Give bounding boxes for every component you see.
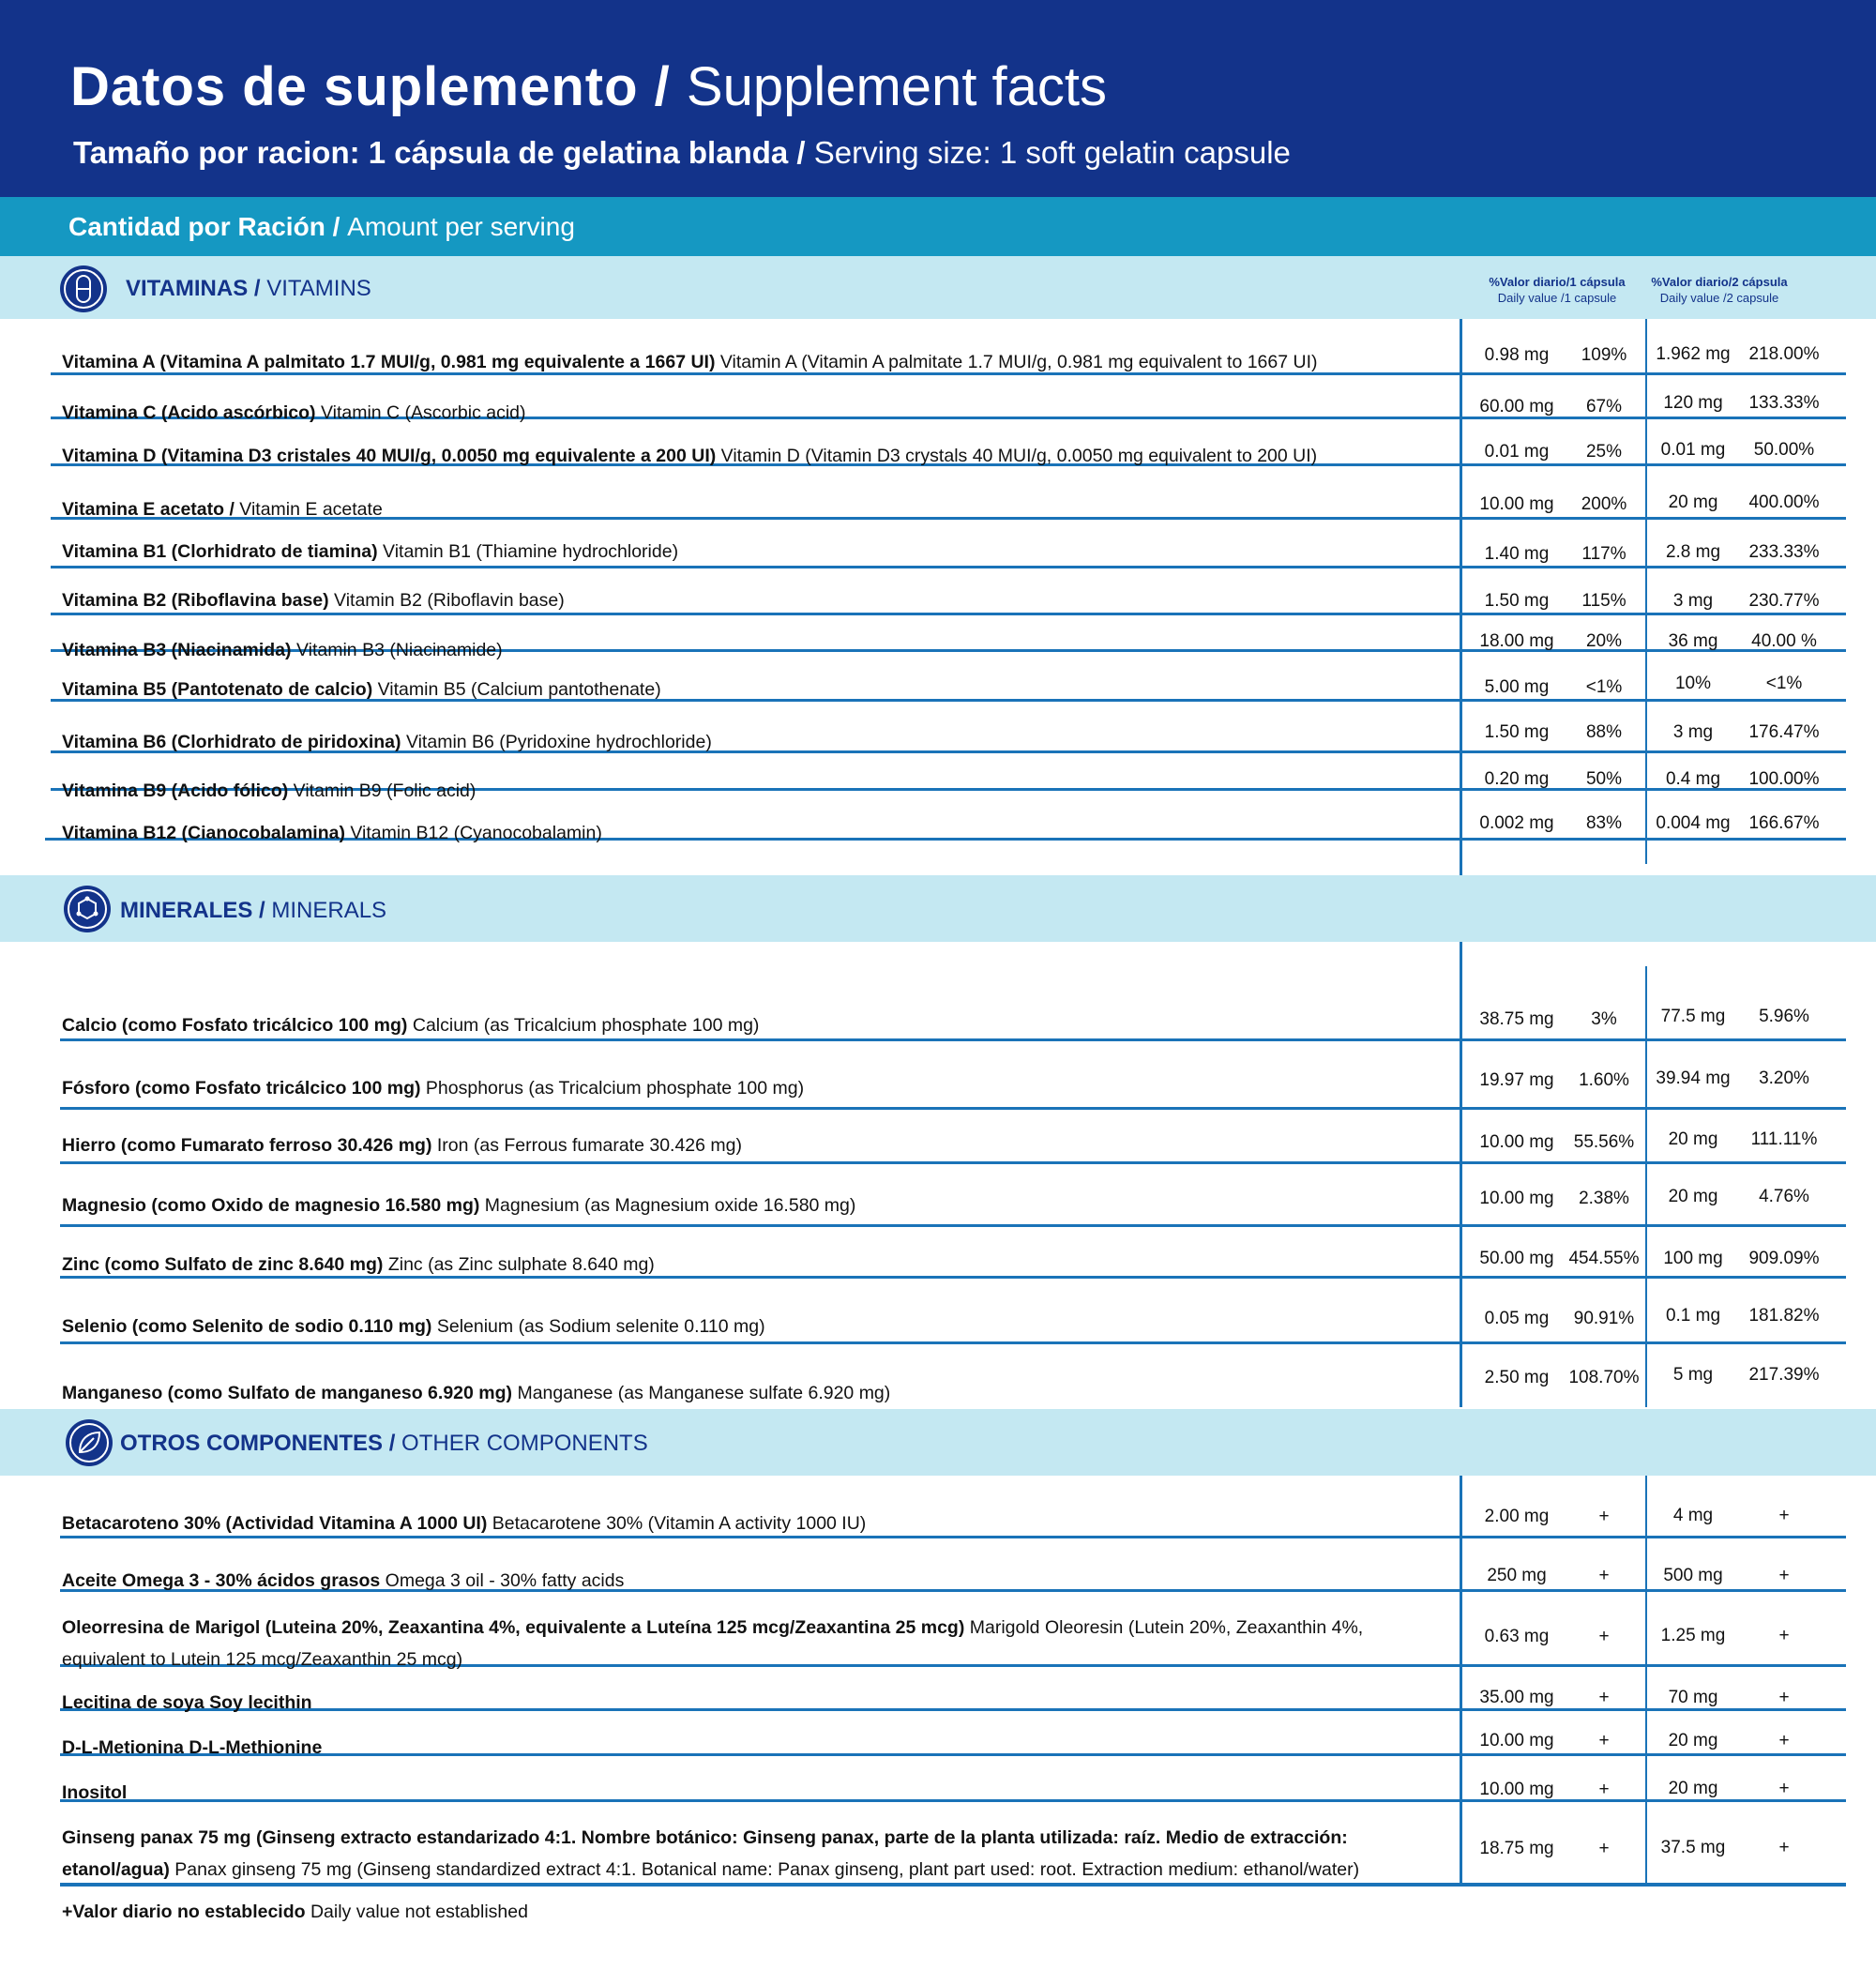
nutrient-name-en: Calcium (as Tricalcium phosphate 100 mg) — [407, 1015, 760, 1036]
cell-amount1: 60.00 mg — [1479, 397, 1554, 417]
cell-dv2: + — [1778, 1626, 1790, 1645]
nutrient-name-es: D-L-Metionina D-L-Methionine — [62, 1737, 323, 1758]
cell-amount1: 10.00 mg — [1479, 1731, 1554, 1750]
cell-amount1: 50.00 mg — [1479, 1249, 1554, 1268]
minerals-row-label — [62, 1009, 759, 1041]
nutrient-name-es: Aceite Omega 3 - 30% ácidos grasos — [62, 1570, 381, 1591]
nutrient-name-es: Magnesio (como Oxido de magnesio 16.580 mg) — [62, 1195, 480, 1216]
cell-amount2: 3 mg — [1672, 591, 1714, 611]
others-row-label — [62, 1565, 624, 1597]
serving-size: Tamaño por racion: 1 cápsula de gelatina blanda / Serving size: 1 soft gelatin capsule — [73, 135, 1291, 170]
cell-dv2: 111.11% — [1750, 1129, 1818, 1149]
cell-amount2: 0.01 mg — [1660, 440, 1726, 460]
others-row-label — [62, 1777, 127, 1809]
vitamins-row-label — [62, 346, 1318, 378]
cell-amount1: 250 mg — [1487, 1566, 1547, 1585]
nutrient-name-es: Vitamina B6 (Clorhidrato de piridoxina) — [62, 732, 401, 752]
nutrient-name-es: Selenio (como Selenito de sodio 0.110 mg) — [62, 1316, 432, 1337]
cell-dv1: <1% — [1585, 677, 1623, 697]
cell-amount2: 0.4 mg — [1665, 769, 1721, 789]
cell-dv1: + — [1598, 1627, 1610, 1646]
cell-amount1: 35.00 mg — [1479, 1688, 1554, 1707]
cell-amount2: 20 mg — [1668, 1779, 1718, 1798]
minerals-row-label — [62, 1072, 804, 1104]
cell-amount2: 20 mg — [1668, 1129, 1718, 1149]
cell-amount2: 100 mg — [1663, 1249, 1723, 1268]
minerals-section-title: MINERALES / MINERALS — [120, 898, 387, 923]
cell-dv1: + — [1598, 1731, 1610, 1750]
nutrient-name-es: Oleorresina de Marigol (Luteina 20%, Zeaxantina 4%, equivalente a Luteína 125 mcg/Zeaxantina 25 mcg) — [62, 1617, 965, 1638]
cell-amount1: 10.00 mg — [1479, 1189, 1554, 1208]
nutrient-name-en: Vitamin E acetate — [234, 499, 383, 520]
others-row-label — [62, 1612, 1450, 1675]
row-divider — [60, 1107, 1846, 1110]
cell-amount1: 0.98 mg — [1484, 345, 1550, 365]
nutrient-name-es: Vitamina B1 (Clorhidrato de tiamina) — [62, 541, 378, 562]
cell-amount2: 37.5 mg — [1660, 1838, 1726, 1857]
cell-amount2: 5 mg — [1672, 1365, 1714, 1385]
cell-amount2: 1.962 mg — [1656, 344, 1731, 364]
cell-amount1: 10.00 mg — [1479, 494, 1554, 514]
row-divider — [60, 1224, 1846, 1227]
footnote: +Valor diario no establecido Daily value not established — [62, 1902, 528, 1922]
nutrient-name-es: Vitamina D (Vitamina D3 cristales 40 MUI/g, 0.0050 mg equivalente a 200 UI) — [62, 446, 717, 466]
vitamins-row-label — [62, 817, 602, 849]
nutrient-name-en: Phosphorus (as Tricalcium phosphate 100 mg) — [420, 1078, 805, 1099]
cell-amount1: 18.00 mg — [1479, 631, 1554, 651]
others-row-label — [62, 1822, 1450, 1886]
leaf-icon — [66, 1419, 113, 1466]
cell-dv1: 50% — [1585, 769, 1623, 789]
cell-amount2: 3 mg — [1672, 722, 1714, 742]
cell-amount1: 0.63 mg — [1484, 1627, 1550, 1646]
cell-amount2: 0.004 mg — [1656, 813, 1731, 833]
cell-dv2: <1% — [1765, 674, 1803, 693]
cell-dv2: 133.33% — [1748, 393, 1820, 413]
cell-amount1: 10.00 mg — [1479, 1132, 1554, 1152]
cell-amount2: 500 mg — [1663, 1566, 1723, 1585]
vitamins-row-label — [62, 397, 526, 429]
page-title: Datos de suplemento / Supplement facts — [70, 56, 1108, 117]
cell-amount2: 120 mg — [1663, 393, 1723, 413]
cell-amount2: 20 mg — [1668, 1187, 1718, 1206]
cell-amount1: 1.40 mg — [1484, 544, 1550, 564]
minerals-section-band — [0, 875, 1876, 942]
nutrient-name-en: Vitamin D (Vitamin D3 crystals 40 MUI/g, 0.0050 mg equivalent to 200 UI) — [716, 446, 1318, 466]
cell-dv1: 88% — [1585, 722, 1623, 742]
cell-dv1: 117% — [1581, 544, 1626, 564]
cell-dv2: 4.76% — [1759, 1187, 1809, 1206]
nutrient-name-en: Iron (as Ferrous fumarate 30.426 mg) — [431, 1135, 742, 1156]
vitamins-row-label — [62, 775, 476, 807]
nutrient-name-es: Vitamina A (Vitamina A palmitato 1.7 MUI/g, 0.981 mg equivalente a 1667 UI) — [62, 352, 716, 372]
header-banner — [0, 0, 1876, 197]
cell-dv2: 230.77% — [1748, 591, 1820, 611]
minerals-row-label — [62, 1311, 765, 1342]
cell-dv1: 454.55% — [1568, 1249, 1640, 1268]
cell-dv2: 50.00% — [1753, 440, 1815, 460]
row-divider — [60, 1708, 1846, 1711]
others-row-label — [62, 1732, 322, 1764]
nutrient-name-es: Vitamina B2 (Riboflavina base) — [62, 590, 329, 611]
cell-amount1: 0.01 mg — [1484, 442, 1550, 462]
nutrient-name-en: Vitamin B5 (Calcium pantothenate) — [372, 679, 661, 700]
cell-amount2: 0.1 mg — [1665, 1306, 1721, 1326]
cell-amount1: 5.00 mg — [1484, 677, 1550, 697]
cell-dv1: 83% — [1585, 813, 1623, 833]
cell-dv1: + — [1598, 1566, 1610, 1585]
nutrient-name-es: Zinc (como Sulfato de zinc 8.640 mg) — [62, 1254, 384, 1275]
cell-dv1: 20% — [1585, 631, 1623, 651]
cell-dv2: 100.00% — [1748, 769, 1820, 789]
column-header-1-capsule: %Valor diario/1 cápsula Daily value /1 capsule — [1489, 275, 1626, 305]
minerals-row-label — [62, 1190, 855, 1221]
vitamins-row-label — [62, 726, 712, 758]
cell-amount2: 70 mg — [1668, 1688, 1718, 1707]
nutrient-name-es: Vitamina B12 (Cianocobalamina) — [62, 823, 345, 843]
cell-dv2: + — [1778, 1731, 1790, 1750]
cell-amount1: 1.50 mg — [1484, 591, 1550, 611]
amount-per-serving-band: Cantidad por Ración / Amount per serving — [0, 197, 1876, 256]
nutrient-name-en: Omega 3 oil - 30% fatty acids — [380, 1570, 625, 1591]
cell-dv2: 909.09% — [1748, 1249, 1820, 1268]
cell-dv2: + — [1778, 1688, 1790, 1707]
cell-dv1: 2.38% — [1579, 1189, 1629, 1208]
cell-amount1: 0.002 mg — [1479, 813, 1554, 833]
nutrient-name-en: Vitamin A (Vitamin A palmitate 1.7 MUI/g, 0.981 mg equivalent to 1667 UI) — [715, 352, 1318, 372]
nutrient-name-en: Selenium (as Sodium selenite 0.110 mg) — [431, 1316, 765, 1337]
column-header-2-capsules: %Valor diario/2 cápsula Daily value /2 capsule — [1651, 275, 1788, 305]
cell-amount2: 10% — [1674, 674, 1712, 693]
cell-dv2: 166.67% — [1748, 813, 1820, 833]
cell-dv2: 218.00% — [1748, 344, 1820, 364]
cell-amount1: 0.05 mg — [1484, 1309, 1550, 1328]
cell-dv1: 90.91% — [1573, 1309, 1635, 1328]
vitamins-section-title: VITAMINAS / VITAMINS — [126, 276, 371, 301]
others-row-label — [62, 1687, 312, 1719]
cell-amount1: 38.75 mg — [1479, 1009, 1554, 1029]
cell-dv1: + — [1598, 1780, 1610, 1799]
cell-dv2: 5.96% — [1759, 1007, 1809, 1026]
nutrient-name-en: Vitamin B9 (Folic acid) — [288, 780, 477, 801]
column-divider — [1460, 942, 1462, 1407]
cell-dv1: 25% — [1585, 442, 1623, 462]
cell-amount2: 20 mg — [1668, 492, 1718, 512]
cell-amount1: 18.75 mg — [1479, 1839, 1554, 1858]
cell-amount1: 19.97 mg — [1479, 1070, 1554, 1090]
cell-amount1: 0.20 mg — [1484, 769, 1550, 789]
nutrient-name-es: Hierro (como Fumarato ferroso 30.426 mg) — [62, 1135, 432, 1156]
cell-dv2: 217.39% — [1748, 1365, 1820, 1385]
cell-dv2: 181.82% — [1748, 1306, 1820, 1326]
cell-dv1: 108.70% — [1568, 1368, 1640, 1387]
nutrient-name-en: Vitamin B1 (Thiamine hydrochloride) — [377, 541, 679, 562]
nutrient-name-en: Marigold Oleoresin (Lutein 20%, Zeaxanthin 4%, equivalent to Lutein 125 mcg/Zeaxanthin 25 mcg) — [62, 1617, 1364, 1670]
cell-amount2: 20 mg — [1668, 1731, 1718, 1750]
cell-amount2: 39.94 mg — [1656, 1068, 1731, 1088]
cell-amount1: 10.00 mg — [1479, 1780, 1554, 1799]
nutrient-name-es: Ginseng panax 75 mg (Ginseng extracto estandarizado 4:1. Nombre botánico: Ginseng panax, parte de la planta utilizada: raíz. Medio de extracción: etanol/agua) — [62, 1827, 1348, 1880]
cell-dv1: 115% — [1581, 591, 1626, 611]
nutrient-name-es: Calcio (como Fosfato tricálcico 100 mg) — [62, 1015, 408, 1036]
nutrient-name-en: Manganese (as Manganese sulfate 6.920 mg) — [512, 1383, 891, 1403]
cell-dv2: 40.00 % — [1751, 631, 1817, 651]
nutrient-name-en: Vitamin B2 (Riboflavin base) — [328, 590, 565, 611]
cell-dv1: 67% — [1585, 397, 1623, 417]
cell-dv1: 55.56% — [1573, 1132, 1635, 1152]
vitamins-row-label — [62, 674, 661, 705]
others-section-title: OTROS COMPONENTES / OTHER COMPONENTS — [120, 1431, 648, 1456]
nutrient-name-es: Fósforo (como Fosfato tricálcico 100 mg) — [62, 1078, 421, 1099]
cell-amount2: 1.25 mg — [1660, 1626, 1726, 1645]
cell-dv2: 3.20% — [1759, 1068, 1809, 1088]
others-section-band — [0, 1409, 1876, 1476]
minerals-row-label — [62, 1129, 742, 1161]
cell-amount1: 2.00 mg — [1484, 1507, 1550, 1526]
cell-dv2: 176.47% — [1748, 722, 1820, 742]
nutrient-name-es: Inositol — [62, 1782, 128, 1803]
vitamins-row-label — [62, 584, 565, 616]
nutrient-name-en: Zinc (as Zinc sulphate 8.640 mg) — [383, 1254, 655, 1275]
minerals-row-label — [62, 1377, 890, 1409]
nutrient-name-es: Vitamina B3 (Niacinamida) — [62, 640, 292, 660]
cell-dv1: 200% — [1581, 494, 1627, 514]
nutrient-name-en: Vitamin B3 (Niacinamide) — [291, 640, 503, 660]
cell-dv2: + — [1778, 1566, 1790, 1585]
nutrient-name-en: Vitamin B12 (Cyanocobalamin) — [344, 823, 602, 843]
row-divider — [60, 1753, 1846, 1756]
cell-dv2: + — [1778, 1779, 1790, 1798]
nutrient-name-en: Vitamin C (Ascorbic acid) — [315, 402, 526, 423]
nutrient-name-es: Lecitina de soya Soy lecithin — [62, 1692, 312, 1713]
cell-amount2: 77.5 mg — [1660, 1007, 1726, 1026]
cell-dv2: + — [1778, 1838, 1790, 1857]
cell-amount2: 4 mg — [1672, 1506, 1714, 1525]
cell-amount1: 1.50 mg — [1484, 722, 1550, 742]
nutrient-name-es: Vitamina B5 (Pantotenato de calcio) — [62, 679, 373, 700]
nutrient-name-en: Panax ginseng 75 mg (Ginseng standardized extract 4:1. Botanical name: Panax ginseng, plant part used: root. Extraction medium: ethanol/water) — [169, 1859, 1360, 1880]
column-divider — [1460, 319, 1462, 875]
cell-dv1: 1.60% — [1579, 1070, 1629, 1090]
vitamins-row-label — [62, 634, 503, 666]
nutrient-name-es: Vitamina E acetato / — [62, 499, 234, 520]
minerals-row-label — [62, 1249, 655, 1280]
nutrient-name-en: Vitamin B6 (Pyridoxine hydrochloride) — [401, 732, 712, 752]
vitamins-row-label — [62, 536, 678, 568]
nutrient-name-es: Manganeso (como Sulfato de manganeso 6.920 mg) — [62, 1383, 513, 1403]
cell-dv1: + — [1598, 1688, 1610, 1707]
cell-amount2: 36 mg — [1668, 631, 1718, 651]
cell-amount2: 2.8 mg — [1665, 542, 1721, 562]
cell-dv1: + — [1598, 1839, 1610, 1858]
cell-dv2: 233.33% — [1748, 542, 1820, 562]
nutrient-name-es: Vitamina C (Acido ascórbico) — [62, 402, 316, 423]
molecule-icon — [64, 886, 111, 932]
vitamins-row-label — [62, 440, 1317, 472]
cell-dv2: 400.00% — [1748, 492, 1820, 512]
nutrient-name-es: Vitamina B9 (Acido fólico) — [62, 780, 289, 801]
cell-amount1: 2.50 mg — [1484, 1368, 1550, 1387]
others-row-label — [62, 1508, 866, 1539]
cell-dv1: + — [1598, 1507, 1610, 1526]
cell-dv2: + — [1778, 1506, 1790, 1525]
cell-dv1: 3% — [1591, 1009, 1617, 1029]
cell-dv1: 109% — [1581, 345, 1627, 365]
column-divider — [1645, 319, 1647, 864]
nutrient-name-es: Betacaroteno 30% (Actividad Vitamina A 1000 UI) — [62, 1513, 488, 1534]
vitamins-row-label — [62, 493, 383, 525]
capsule-icon — [60, 265, 107, 312]
row-divider — [60, 1161, 1846, 1164]
nutrient-name-en: Betacarotene 30% (Vitamin A activity 1000 IU) — [487, 1513, 867, 1534]
nutrient-name-en: Magnesium (as Magnesium oxide 16.580 mg) — [479, 1195, 856, 1216]
